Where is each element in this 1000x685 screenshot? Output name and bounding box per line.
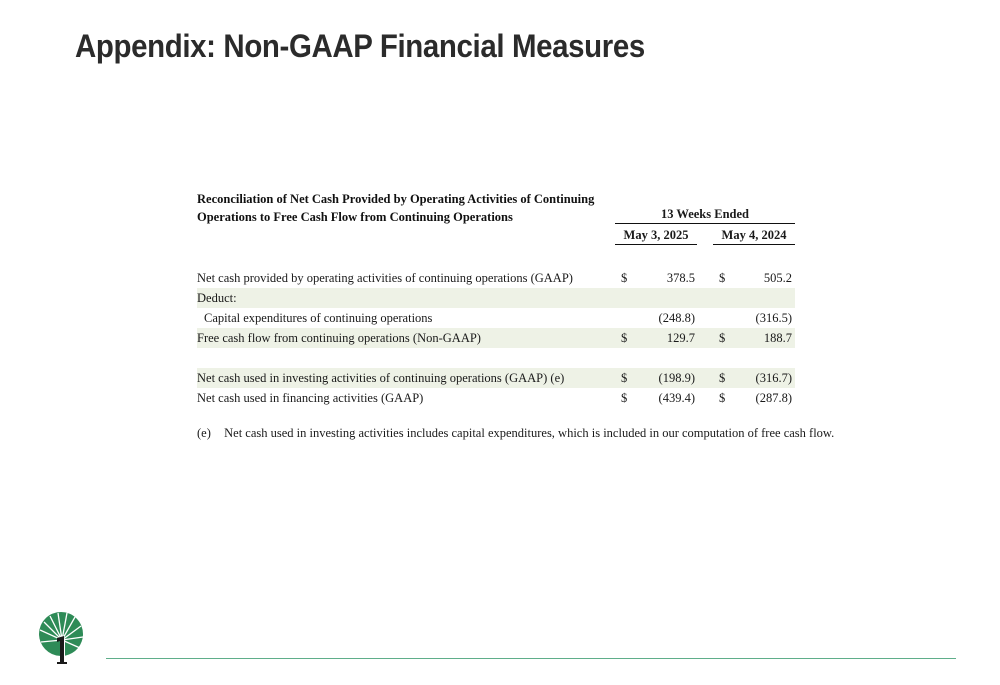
period-header: 13 Weeks Ended [615, 207, 795, 224]
currency-symbol: $ [719, 391, 726, 405]
row-label: Capital expenditures of continuing operations [204, 311, 433, 325]
row-label: Free cash flow from continuing operations (Non-GAAP) [197, 331, 481, 345]
table-row-operating-cash [197, 268, 795, 288]
footnote [197, 426, 835, 441]
column-header-prior: May 4, 2024 [713, 228, 795, 245]
row-label: Net cash provided by operating activities of continuing operations (GAAP) [197, 271, 573, 285]
currency-symbol: $ [719, 371, 726, 385]
value-current: (198.9) [658, 371, 695, 385]
currency-symbol: $ [621, 331, 628, 345]
value-prior: (316.5) [755, 311, 792, 325]
value-prior: 505.2 [763, 271, 792, 285]
value-prior: 188.7 [763, 331, 792, 345]
table-row-free-cash-flow [197, 328, 795, 348]
table-heading-line-1: Reconciliation of Net Cash Provided by Operating Activities of Continuing [197, 192, 595, 206]
currency-symbol: $ [719, 331, 726, 345]
row-label: Net cash used in financing activities (GAAP) [197, 391, 424, 405]
value-current: (439.4) [658, 391, 695, 405]
value-current: (248.8) [658, 311, 695, 325]
table-row-investing-cash [197, 368, 795, 388]
value-current: 378.5 [666, 271, 695, 285]
value-prior: (316.7) [755, 371, 792, 385]
footer-divider [106, 658, 956, 659]
table-row-financing-cash [197, 388, 795, 408]
table-spacer [197, 348, 795, 368]
row-label: Deduct: [197, 291, 237, 305]
reconciliation-table [197, 190, 835, 441]
table-body [197, 268, 797, 408]
tree-logo-icon [36, 610, 86, 668]
footnote-text: Net cash used in investing activities includes capital expenditures, which is included in our computation of free cash flow. [224, 426, 835, 440]
column-header-current: May 3, 2025 [615, 228, 697, 245]
currency-symbol: $ [621, 271, 628, 285]
table-heading [197, 190, 617, 226]
footnote-marker: (e) [197, 426, 211, 440]
currency-symbol: $ [719, 271, 726, 285]
table-heading-line-2: Operations to Free Cash Flow from Continuing Operations [197, 210, 513, 224]
table-row-deduct [197, 288, 795, 308]
table-row-capex [197, 308, 795, 328]
currency-symbol: $ [621, 391, 628, 405]
page-title: Appendix: Non-GAAP Financial Measures [75, 28, 645, 64]
row-label: Net cash used in investing activities of continuing operations (GAAP) (e) [197, 371, 565, 385]
currency-symbol: $ [621, 371, 628, 385]
table-header [197, 190, 797, 248]
value-prior: (287.8) [755, 391, 792, 405]
value-current: 129.7 [666, 331, 695, 345]
